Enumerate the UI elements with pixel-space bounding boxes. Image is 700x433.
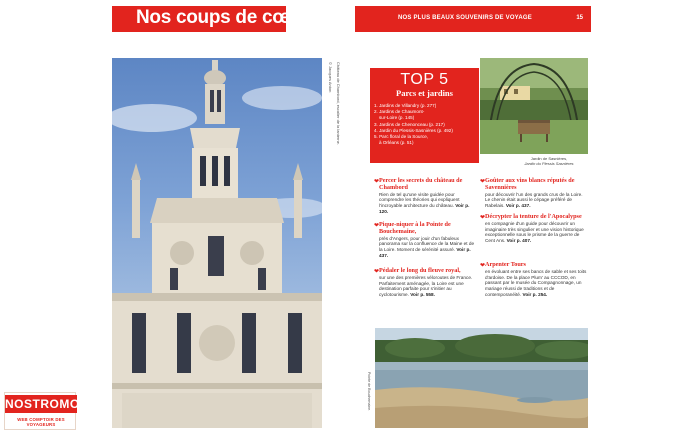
top5-box	[370, 68, 479, 163]
top5-item: 3. Jardins de Chenonceau (p. 217)	[374, 121, 445, 127]
entry-body: sur une des premières véloroutes de France. Parfaitement aménagée, la Loire est une destination parfaite pour s'initier au cyclotourisme.	[379, 274, 473, 298]
entry-apocalypse	[480, 213, 589, 244]
entry-title: Décrypter la tenture de l'Apocalypse	[485, 213, 582, 220]
left-header-banner	[112, 6, 309, 32]
chambord-photo	[112, 58, 322, 428]
left-header-title: Nos coups de cœur	[136, 7, 309, 28]
logo-name: NOSTROMO	[5, 397, 80, 411]
river-photo-caption: Pointe de Bouchemaine.	[367, 372, 371, 412]
top5-item: à Orléans (p. 51)	[379, 140, 414, 146]
top5-title: TOP 5	[400, 71, 449, 88]
entry-title: Pique-niquer à la Pointe de Bouchemaine,	[379, 221, 451, 235]
top5-item: 5. Parc floral de la Source,	[374, 134, 429, 140]
entry-ref: Voir p. 254.	[522, 291, 548, 297]
garden-photo	[480, 58, 588, 154]
heart-icon: ❤	[480, 263, 486, 269]
left-page	[105, 0, 341, 433]
top5-item: 1. Jardins de Villandry (p. 277)	[374, 103, 437, 108]
entry-title: Arpenter Tours	[485, 261, 526, 268]
top5-list	[374, 103, 477, 146]
top5-item: sur-Loire (p. 145)	[379, 115, 415, 121]
entry-ref: Voir p. 120.	[379, 203, 470, 214]
right-header-text: NOS PLUS BEAUX SOUVENIRS DE VOYAGE	[398, 15, 532, 21]
entry-ref: Voir p. 558.	[410, 292, 435, 298]
right-header-banner	[355, 6, 591, 32]
entry-tours	[480, 261, 589, 298]
entry-ref: Voir p. 407.	[506, 238, 532, 244]
entry-pedaler	[374, 267, 479, 298]
right-page	[351, 0, 597, 433]
top5-item: 4. Jardin du Plessis-Sasnières (p. 492)	[374, 127, 453, 133]
heart-icon: ❤	[374, 179, 380, 185]
logo-tagline: WEB COMPTOIR DES VOYAGEURS	[17, 417, 65, 427]
entry-body: pour découvrir l'un des grands crus de la Loire. Le chenin était aussi le cépage préféré de Rabelais.	[485, 191, 583, 209]
garden-photo-caption: Jardin de Sasnières, Jardin du Plessis Sasnières	[524, 156, 574, 166]
top5-item: 2. Jardins de Chaumont-	[374, 109, 425, 115]
entry-savennieres	[480, 177, 589, 209]
entry-title: Percer les secrets du château de Chambord	[379, 177, 463, 191]
chambord-photo-caption: Château de Chambord, escalier de la lanterne.	[336, 62, 341, 145]
river-photo	[375, 328, 588, 428]
entry-ref: Voir p. 437.	[505, 203, 531, 209]
entry-title: Goûter aux vins blancs réputés de Savennières	[485, 177, 575, 191]
entry-body: en évoluant entre ses bancs de sable et ses toits d'ardoise. De la place Plum' au CCCOD, en passant par le musée du Compagnonnage, un mariage réussi de traditions et de contemporanéité.	[485, 268, 587, 297]
entry-ref: Voir p. 437.	[379, 247, 471, 258]
entry-body: près d'Angers, pour jouir d'un fabuleux panorama sur la confluence de la Maine et de la Loire. Moment de sérénité assuré.	[379, 235, 475, 253]
entry-chambord	[374, 177, 479, 215]
entry-title: Pédaler le long du fleuve royal,	[379, 267, 461, 274]
entry-body: en compagnie d'un guide pour découvrir un imaginaire très singulier et une vision historique exceptionnelle sous le prisme de la guerre de Cent Ans.	[485, 220, 584, 244]
entry-body: Rien de tel qu'une visite guidée pour comprendre les théories qui expliquent l'incroyable architecture du château.	[379, 191, 460, 209]
entry-bouchemaine	[374, 221, 479, 259]
heart-icon: ❤	[374, 269, 380, 275]
nostromo-logo	[4, 392, 80, 430]
heart-icon: ❤	[374, 223, 380, 229]
heart-icon: ❤	[480, 179, 486, 185]
top5-subtitle: Parcs et jardins	[396, 88, 453, 98]
heart-icon: ❤	[480, 215, 486, 221]
chambord-photo-credit: © Jacques Anton	[328, 62, 333, 93]
page-number: 15	[576, 15, 583, 21]
